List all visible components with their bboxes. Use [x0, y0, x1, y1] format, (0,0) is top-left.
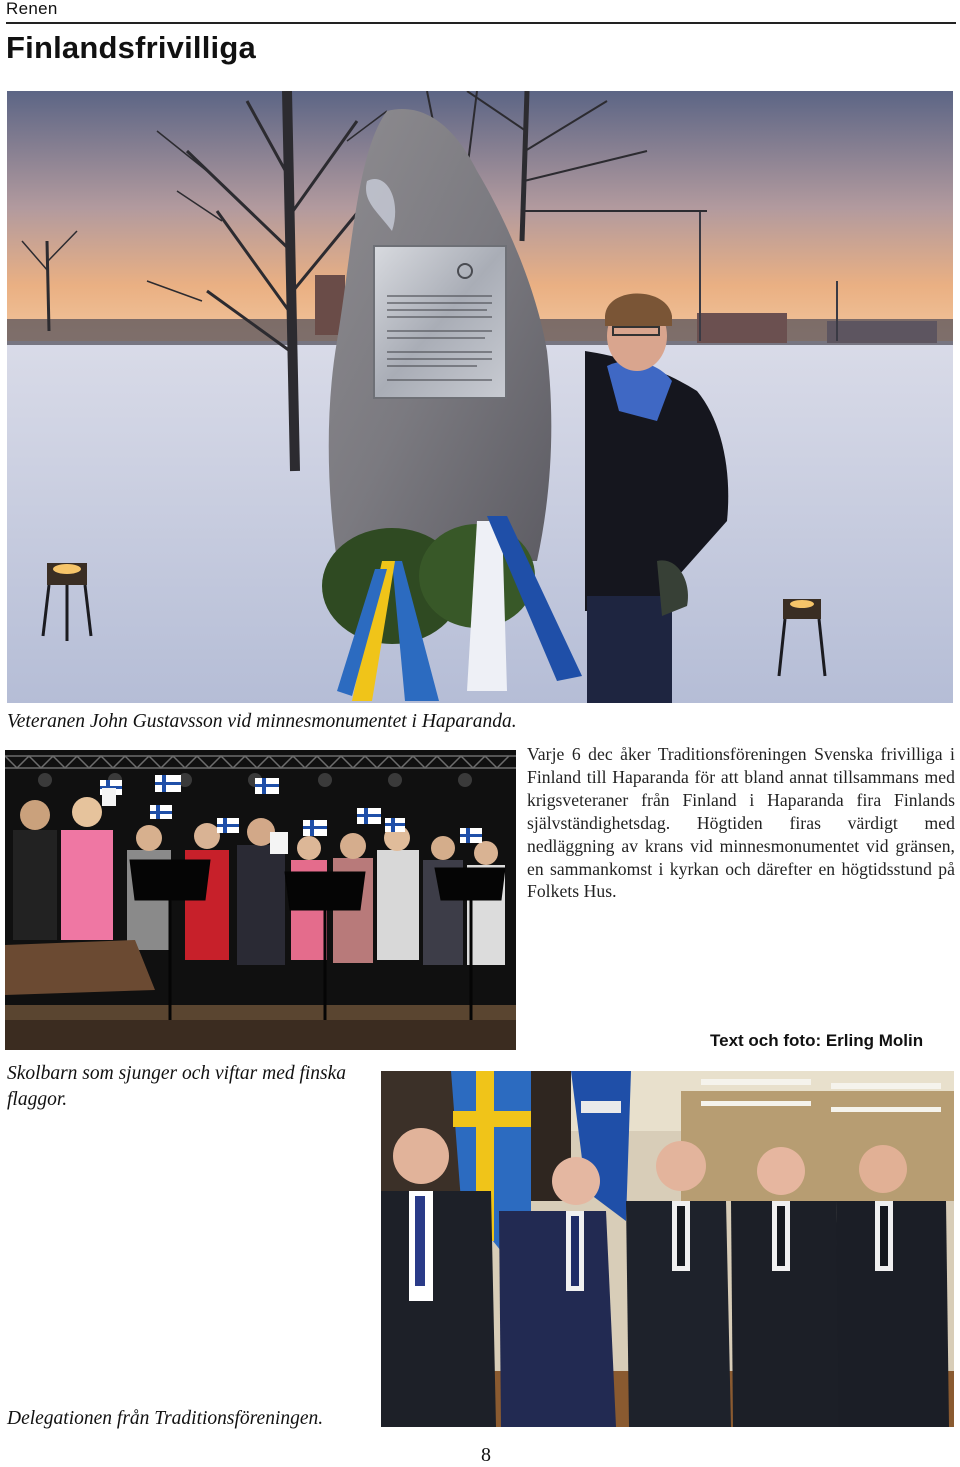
section-label: Renen	[6, 0, 58, 18]
article-body: Varje 6 dec åker Traditionsföreningen Svenska frivilliga i Finland till Haparanda för att bland annat tillsammans med krigsveteraner från Finland i Haparanda fira Finlands självständighetsdag. Högtiden firas värdigt med nedläggning av krans vid minnesmonumentet vid gränsen, en sammankomst i kyrkan och därefter en högtidsstund på Folkets Hus.	[527, 744, 955, 902]
choir-caption: Skolbarn som sjunger och viftar med finska flaggor.	[7, 1063, 347, 1110]
page-number: 8	[481, 1444, 491, 1466]
delegation-photo	[381, 1071, 954, 1427]
choir-photo	[5, 750, 516, 1050]
page-title: Finlandsfrivilliga	[6, 30, 256, 65]
photo-credit: Text och foto: Erling Molin	[710, 1031, 924, 1050]
monument-caption: Veteranen John Gustavsson vid minnesmonumentet i Haparanda.	[7, 711, 517, 732]
monument-photo	[7, 91, 953, 703]
delegation-caption: Delegationen från Traditionsföreningen.	[7, 1408, 324, 1429]
header-rule	[6, 22, 956, 24]
